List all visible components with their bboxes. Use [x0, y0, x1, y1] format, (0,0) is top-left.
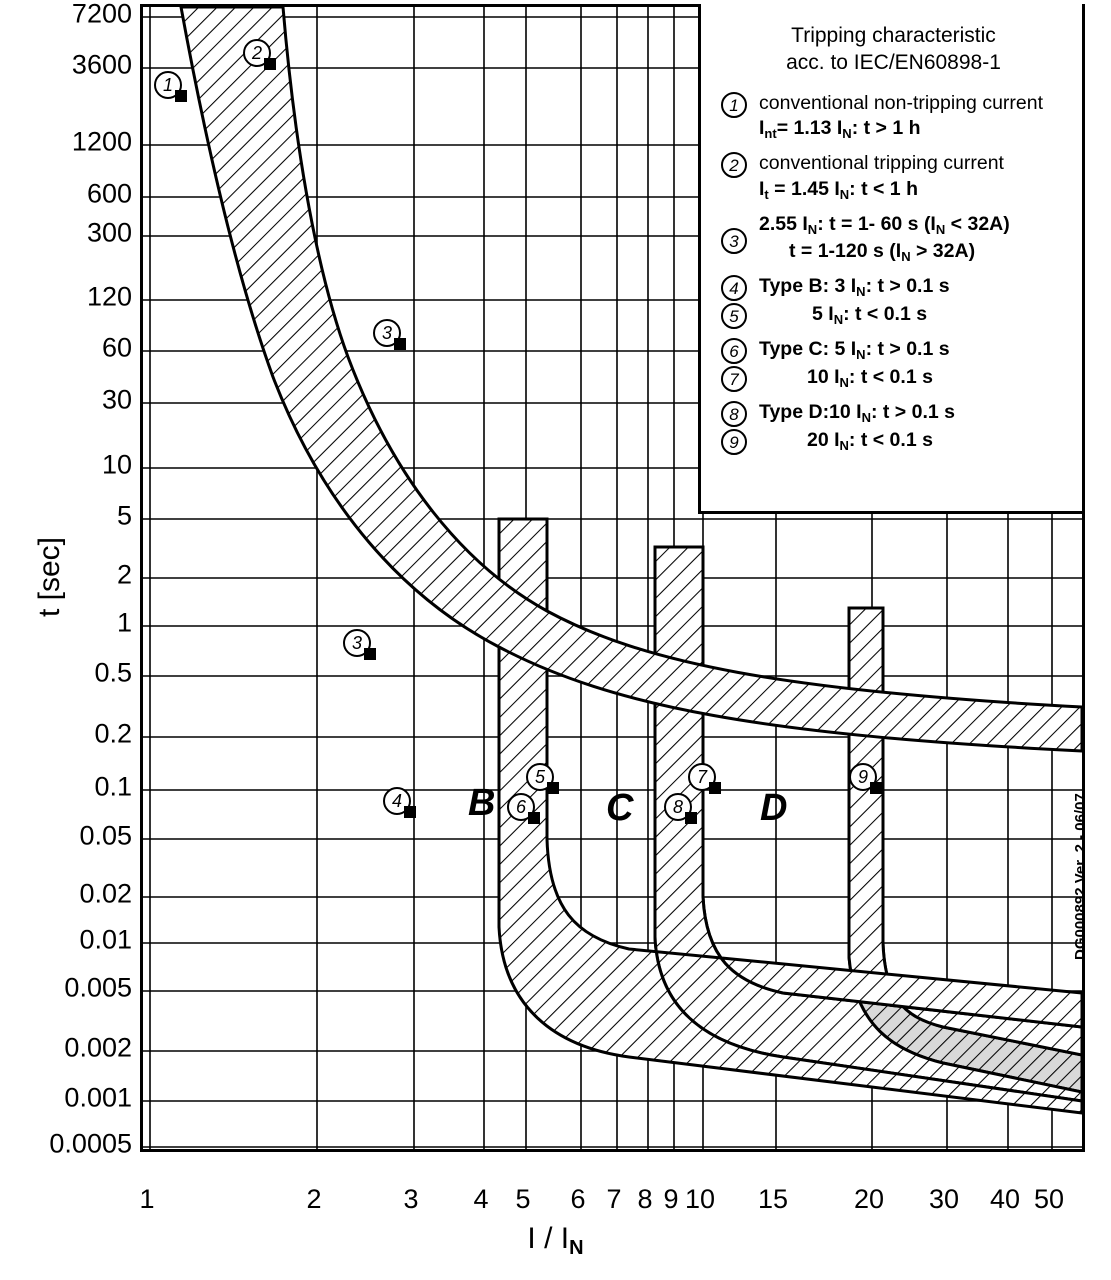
y-tick: 1200: [71, 126, 132, 157]
callout-tail-3b: [364, 648, 376, 660]
y-tick: 10: [101, 449, 132, 480]
x-tick: 9: [663, 1184, 679, 1214]
legend-item-6-text: Type C: 5 $I_N$: t > 0.1 s: [759, 338, 950, 362]
legend-item-1: [715, 91, 1072, 143]
x-tick: 10: [684, 1184, 716, 1214]
callout-5: 5: [526, 763, 554, 791]
zone-label-d: D: [760, 787, 788, 829]
callout-9: 9: [849, 763, 877, 791]
legend-item-4-text: Type B: 3 $I_N$: t > 0.1 s: [759, 274, 950, 299]
callout-4: 4: [383, 787, 411, 815]
y-tick: 600: [86, 178, 132, 209]
legend-item-8: [715, 400, 1072, 426]
x-tick: 20: [853, 1184, 885, 1214]
callout-tail-9: [870, 782, 882, 794]
y-tick: 0.001: [64, 1082, 132, 1113]
legend-item-8-text: Type D:10 $I_N$: t > 0.1 s: [759, 401, 955, 426]
callout-tail-2: [264, 58, 276, 70]
x-tick: 5: [515, 1184, 531, 1214]
legend-item-4: [715, 274, 1072, 300]
y-tick: 0.2: [94, 718, 132, 749]
y-tick: 2: [116, 559, 132, 590]
x-axis-label-text: I / I: [527, 1222, 570, 1255]
y-tick: 5: [116, 500, 132, 531]
callout-8: 8: [664, 793, 692, 821]
legend-item-3: [715, 212, 1072, 264]
legend-item-1-line1: conventional non-tripping current: [759, 91, 1044, 114]
x-tick: 15: [757, 1184, 789, 1214]
legend-number-7: 7: [721, 366, 747, 392]
x-tick: 1: [139, 1184, 155, 1214]
callout-7: 7: [688, 763, 716, 791]
y-tick: 7200: [71, 0, 132, 29]
legend-item-7-text: 10 $I_N$: t < 0.1 s: [807, 366, 933, 391]
document-code: DG000892 Ver. 2 - 06/07: [1072, 793, 1089, 960]
legend-title: [715, 22, 1072, 77]
y-tick: 300: [86, 217, 132, 248]
legend-item-2-line2: $I_t = 1.45$ $I_N$: t < 1 h: [759, 178, 918, 203]
legend-number-1: 1: [721, 92, 747, 118]
callout-tail-1: [175, 90, 187, 102]
x-tick: 4: [473, 1184, 489, 1214]
legend-number-8: 8: [721, 401, 747, 427]
y-tick: 3600: [71, 49, 132, 80]
legend-item-3-line1: 2.55 $I_N$: t = 1- 60 s $(I_N < 32A)$: [759, 213, 1010, 238]
legend-item-9: [715, 428, 1072, 454]
y-tick: 1: [116, 607, 132, 638]
legend-number-3: 3: [721, 228, 747, 254]
y-tick: 0.1: [94, 771, 132, 802]
legend-item-2: [715, 151, 1072, 203]
x-tick: 6: [570, 1184, 586, 1214]
legend-item-1-line2: $I_{nt}= 1.13$ $I_N$: t > 1 h: [759, 117, 921, 142]
y-tick: 30: [101, 384, 132, 415]
y-tick: 0.01: [79, 924, 132, 955]
zone-label-c: C: [606, 787, 634, 829]
x-tick: 8: [637, 1184, 653, 1214]
legend-item-2-line1: conventional tripping current: [759, 152, 1004, 175]
legend-number-5: 5: [721, 303, 747, 329]
y-tick: 120: [86, 281, 132, 312]
legend-item-9-text: 20 $I_N$: t < 0.1 s: [807, 429, 933, 454]
legend-item-3-line2: t = 1-120 s $(I_N > 32A)$: [789, 239, 976, 264]
zone-label-b: B: [468, 782, 496, 824]
y-axis-ticks: [0, 0, 132, 1280]
legend-number-9: 9: [721, 429, 747, 455]
legend-item-5-text: 5 $I_N$: t < 0.1 s: [812, 302, 928, 327]
y-tick: 0.005: [64, 972, 132, 1003]
x-tick: 40: [989, 1184, 1021, 1214]
callout-3-lower: 3: [343, 629, 371, 657]
y-tick: 0.0005: [49, 1128, 132, 1159]
y-axis-label: t [sec]: [33, 536, 66, 618]
callout-1: 1: [154, 71, 182, 99]
y-tick: 0.02: [79, 878, 132, 909]
x-axis-label-subscript: N: [569, 1237, 584, 1259]
callout-tail-6: [528, 812, 540, 824]
callout-tail-3a: [394, 338, 406, 350]
callout-tail-8: [685, 812, 697, 824]
x-tick: 30: [928, 1184, 960, 1214]
x-axis-label: [0, 1222, 1111, 1260]
y-tick: 60: [101, 332, 132, 363]
y-tick: 0.05: [79, 820, 132, 851]
callout-tail-7: [709, 782, 721, 794]
legend-title-line1: Tripping characteristic: [791, 24, 996, 47]
x-tick: 50: [1033, 1184, 1065, 1214]
callout-2: 2: [243, 39, 271, 67]
y-tick: 0.5: [94, 657, 132, 688]
x-tick: 7: [606, 1184, 622, 1214]
y-tick: 0.002: [64, 1032, 132, 1063]
x-tick: 2: [306, 1184, 322, 1214]
legend-item-6: [715, 337, 1072, 363]
callout-3-upper: 3: [373, 319, 401, 347]
x-tick: 3: [403, 1184, 419, 1214]
legend-number-2: 2: [721, 152, 747, 178]
callout-tail-5: [547, 782, 559, 794]
legend-item-5: [715, 302, 1072, 328]
legend-number-6: 6: [721, 338, 747, 364]
legend-number-4: 4: [721, 275, 747, 301]
legend-item-7: [715, 365, 1072, 391]
legend-panel: [698, 4, 1082, 514]
callout-6: 6: [507, 793, 535, 821]
legend-title-line2: acc. to IEC/EN60898-1: [786, 51, 1001, 75]
callout-tail-4: [404, 806, 416, 818]
